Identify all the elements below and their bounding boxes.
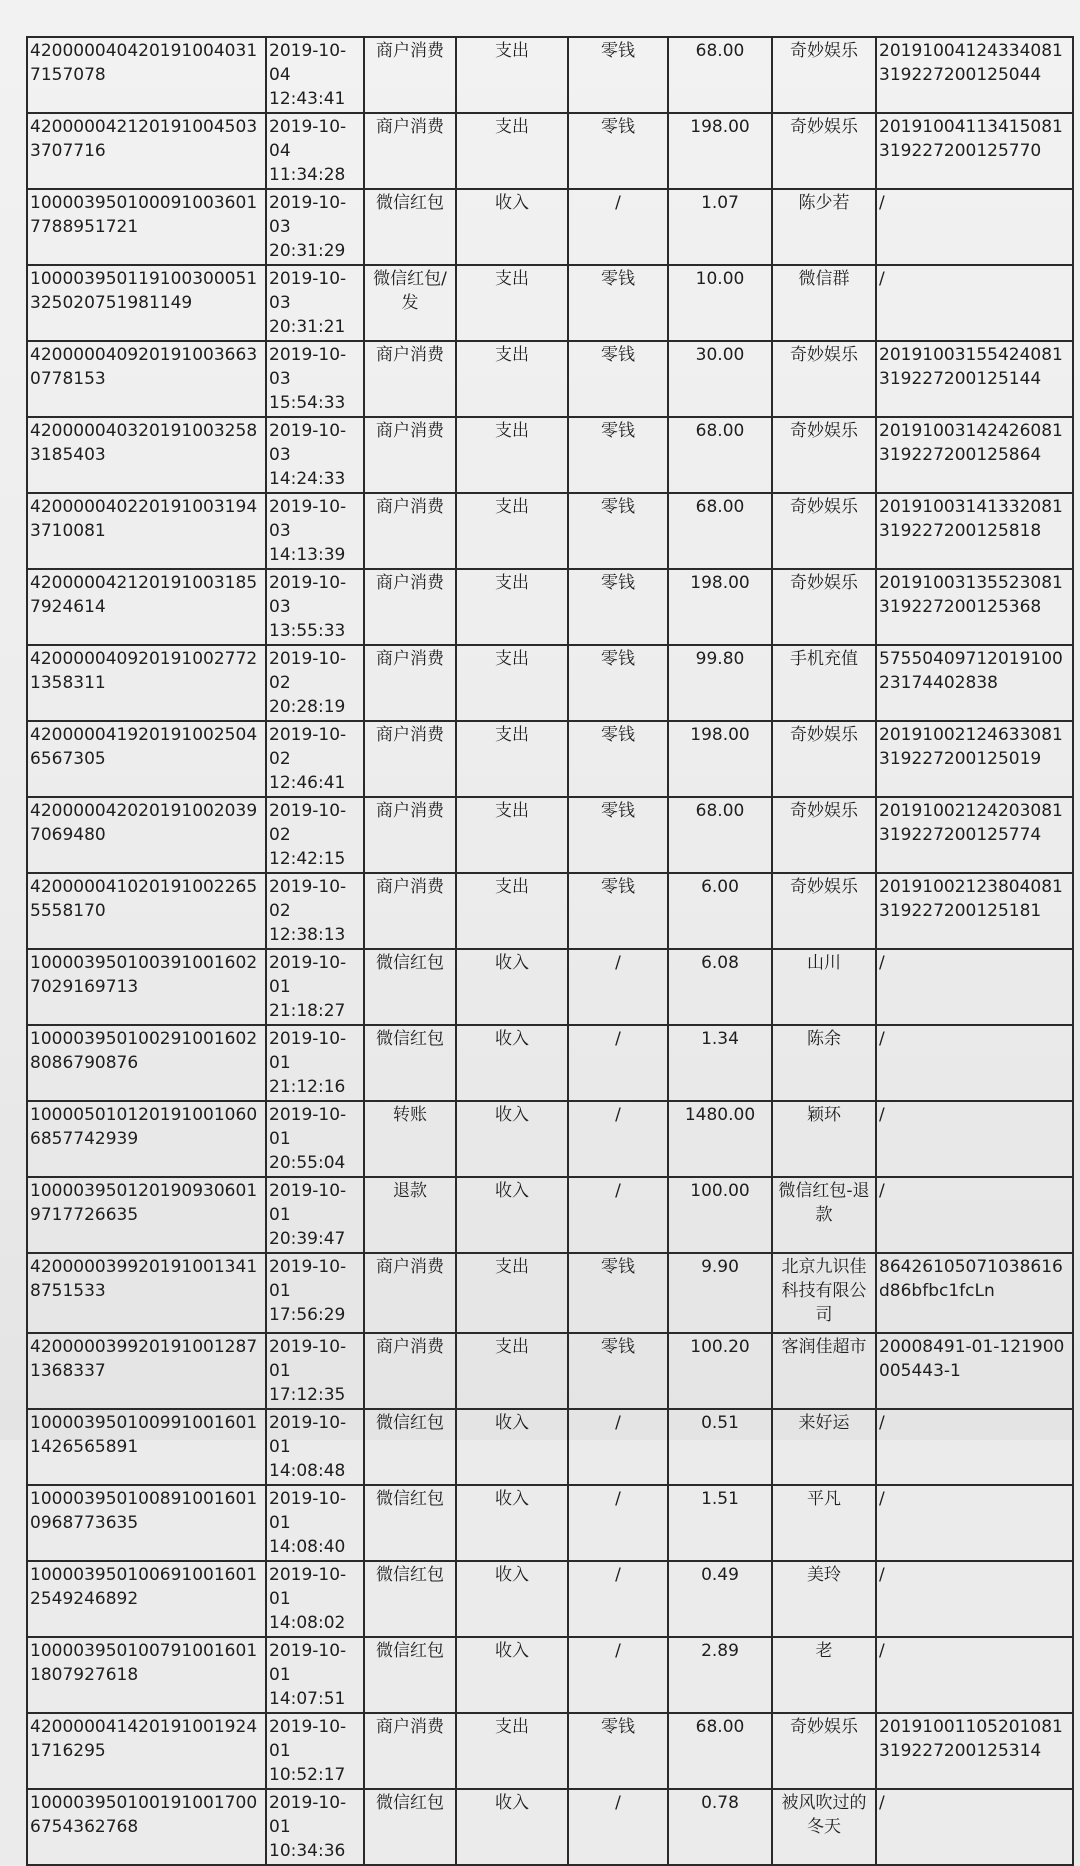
payment-method-cell: 零钱 [568, 721, 668, 797]
transaction-time-cell: 2019-10-01 21:12:16 [266, 1025, 364, 1101]
transaction-time-cell: 2019-10-03 14:13:39 [266, 493, 364, 569]
merchant-order-number-cell: 20191002124633081319227200125019 [876, 721, 1073, 797]
table-row [27, 1177, 1073, 1253]
counterparty-cell: 平凡 [772, 1485, 876, 1561]
merchant-order-number-cell: / [876, 1789, 1073, 1865]
table-row [27, 1409, 1073, 1485]
transaction-number-cell: 100003950119100300051325020751981149 [27, 265, 266, 341]
table-row [27, 1025, 1073, 1101]
transaction-number-cell: 1000039501007910016011807927618 [27, 1637, 266, 1713]
amount-cell: 0.51 [668, 1409, 772, 1485]
counterparty-cell: 微信红包-退款 [772, 1177, 876, 1253]
table-row [27, 1101, 1073, 1177]
transaction-type-cell: 微信红包 [364, 1561, 456, 1637]
income-expense-cell: 支出 [456, 645, 568, 721]
merchant-order-number-cell: / [876, 1561, 1073, 1637]
amount-cell: 10.00 [668, 265, 772, 341]
table-row [27, 1713, 1073, 1789]
transaction-type-cell: 微信红包 [364, 1025, 456, 1101]
merchant-order-number-cell: 20191003155424081319227200125144 [876, 341, 1073, 417]
transaction-number-cell: 1000050101201910010606857742939 [27, 1101, 266, 1177]
transaction-type-cell: 商户消费 [364, 873, 456, 949]
amount-cell: 0.49 [668, 1561, 772, 1637]
transaction-time-cell: 2019-10-03 20:31:29 [266, 189, 364, 265]
checkmark-icon [772, 578, 773, 604]
counterparty-cell: 奇妙娱乐 [772, 341, 876, 417]
payment-method-cell: 零钱 [568, 645, 668, 721]
amount-cell: 6.00 [668, 873, 772, 949]
amount-cell: 68.00 [668, 1713, 772, 1789]
transaction-time-cell: 2019-10-01 10:52:17 [266, 1713, 364, 1789]
merchant-order-number-cell: 20191003135523081319227200125368 [876, 569, 1073, 645]
table-row [27, 1561, 1073, 1637]
amount-cell: 1.34 [668, 1025, 772, 1101]
transaction-type-cell: 转账 [364, 1101, 456, 1177]
counterparty-cell: 奇妙娱乐 [772, 873, 876, 949]
amount-cell: 198.00 [668, 569, 772, 645]
merchant-order-number-cell: 20191003141332081319227200125818 [876, 493, 1073, 569]
transaction-time-cell: 2019-10-03 20:31:21 [266, 265, 364, 341]
table-row [27, 1485, 1073, 1561]
transaction-type-cell: 商户消费 [364, 721, 456, 797]
income-expense-cell: 收入 [456, 1025, 568, 1101]
payment-method-cell: 零钱 [568, 873, 668, 949]
transaction-number-cell: 4200000410201910022655558170 [27, 873, 266, 949]
payment-method-cell: / [568, 189, 668, 265]
table-row [27, 569, 1073, 645]
transaction-number-cell: 4200000421201910031857924614 [27, 569, 266, 645]
payment-method-cell: / [568, 1561, 668, 1637]
merchant-order-number-cell: / [876, 265, 1073, 341]
transaction-time-cell: 2019-10-01 21:18:27 [266, 949, 364, 1025]
income-expense-cell: 收入 [456, 1789, 568, 1865]
payment-method-cell: 零钱 [568, 1333, 668, 1409]
transaction-type-cell: 微信红包/发 [364, 265, 456, 341]
transaction-type-cell: 微信红包 [364, 1789, 456, 1865]
transaction-number-cell: 1000039501201909306019717726635 [27, 1177, 266, 1253]
merchant-order-number-cell: 5755040971201910023174402838 [876, 645, 1073, 721]
transaction-type-cell: 商户消费 [364, 37, 456, 113]
transaction-type-cell: 商户消费 [364, 417, 456, 493]
counterparty-cell: 陈余 [772, 1025, 876, 1101]
transaction-type-cell: 商户消费 [364, 797, 456, 873]
transaction-number-cell: 4200000404201910040317157078 [27, 37, 266, 113]
transaction-time-cell: 2019-10-04 12:43:41 [266, 37, 364, 113]
amount-cell: 6.08 [668, 949, 772, 1025]
income-expense-cell: 支出 [456, 37, 568, 113]
counterparty-cell: 奇妙娱乐 [772, 37, 876, 113]
transaction-type-cell: 微信红包 [364, 1637, 456, 1713]
amount-cell: 99.80 [668, 645, 772, 721]
table-row [27, 797, 1073, 873]
income-expense-cell: 支出 [456, 1333, 568, 1409]
transaction-type-cell: 商户消费 [364, 113, 456, 189]
transaction-number-cell: 4200000420201910020397069480 [27, 797, 266, 873]
income-expense-cell: 支出 [456, 341, 568, 417]
table-row [27, 493, 1073, 569]
payment-method-cell: / [568, 949, 668, 1025]
income-expense-cell: 收入 [456, 1409, 568, 1485]
income-expense-cell: 支出 [456, 417, 568, 493]
payment-method-cell: / [568, 1409, 668, 1485]
transaction-time-cell: 2019-10-02 20:28:19 [266, 645, 364, 721]
counterparty-cell: 老 [772, 1637, 876, 1713]
table-row [27, 873, 1073, 949]
transaction-time-cell: 2019-10-04 11:34:28 [266, 113, 364, 189]
payment-method-cell: 零钱 [568, 113, 668, 189]
amount-cell: 198.00 [668, 721, 772, 797]
merchant-order-number-cell: / [876, 1485, 1073, 1561]
income-expense-cell: 收入 [456, 1177, 568, 1253]
income-expense-cell: 收入 [456, 1101, 568, 1177]
counterparty-cell: 北京九识佳科技有限公司 [772, 1253, 876, 1333]
transaction-type-cell: 商户消费 [364, 341, 456, 417]
transaction-number-cell: 4200000399201910012871368337 [27, 1333, 266, 1409]
transaction-time-cell: 2019-10-03 14:24:33 [266, 417, 364, 493]
counterparty-cell: 山川 [772, 949, 876, 1025]
payment-method-cell: / [568, 1485, 668, 1561]
payment-method-cell: 零钱 [568, 37, 668, 113]
table-row [27, 113, 1073, 189]
table-row [27, 189, 1073, 265]
income-expense-cell: 支出 [456, 1713, 568, 1789]
table-row [27, 1333, 1073, 1409]
amount-cell: 68.00 [668, 493, 772, 569]
amount-cell: 9.90 [668, 1253, 772, 1333]
amount-cell: 1.51 [668, 1485, 772, 1561]
transaction-number-cell: 4200000403201910032583185403 [27, 417, 266, 493]
transaction-time-cell: 2019-10-02 12:38:13 [266, 873, 364, 949]
checkmark-icon [772, 502, 773, 528]
payment-method-cell: 零钱 [568, 265, 668, 341]
transaction-number-cell: 4200000414201910019241716295 [27, 1713, 266, 1789]
table-row [27, 265, 1073, 341]
counterparty-cell: 奇妙娱乐 [772, 569, 876, 645]
transaction-type-cell: 微信红包 [364, 1409, 456, 1485]
transaction-type-cell: 商户消费 [364, 1253, 456, 1333]
income-expense-cell: 支出 [456, 721, 568, 797]
income-expense-cell: 支出 [456, 1253, 568, 1333]
merchant-order-number-cell: 20191003142426081319227200125864 [876, 417, 1073, 493]
checkmark-icon [772, 426, 773, 452]
transaction-number-cell: 4200000399201910013418751533 [27, 1253, 266, 1333]
merchant-order-number-cell: / [876, 1025, 1073, 1101]
counterparty-cell: 美玲 [772, 1561, 876, 1637]
counterparty-cell: 奇妙娱乐 [772, 417, 876, 493]
counterparty-cell: 手机充值 [772, 645, 876, 721]
transaction-number-cell: 1000039501002910016028086790876 [27, 1025, 266, 1101]
amount-cell: 1480.00 [668, 1101, 772, 1177]
checkmark-icon [772, 730, 773, 756]
amount-cell: 30.00 [668, 341, 772, 417]
transaction-time-cell: 2019-10-01 17:56:29 [266, 1253, 364, 1333]
transaction-number-cell: 4200000409201910036630778153 [27, 341, 266, 417]
merchant-order-number-cell: 20008491-01-121900005443-1 [876, 1333, 1073, 1409]
transaction-time-cell: 2019-10-01 14:08:02 [266, 1561, 364, 1637]
checkmark-icon [772, 350, 773, 376]
transaction-type-cell: 商户消费 [364, 645, 456, 721]
transaction-type-cell: 退款 [364, 1177, 456, 1253]
counterparty-cell: 奇妙娱乐 [772, 1713, 876, 1789]
counterparty-cell: 奇妙娱乐 [772, 113, 876, 189]
table-row [27, 1253, 1073, 1333]
amount-cell: 1.07 [668, 189, 772, 265]
income-expense-cell: 收入 [456, 1485, 568, 1561]
counterparty-cell: 微信群 [772, 265, 876, 341]
transaction-time-cell: 2019-10-01 10:34:36 [266, 1789, 364, 1865]
amount-cell: 198.00 [668, 113, 772, 189]
payment-method-cell: / [568, 1101, 668, 1177]
transaction-time-cell: 2019-10-01 14:07:51 [266, 1637, 364, 1713]
payment-method-cell: 零钱 [568, 1713, 668, 1789]
income-expense-cell: 支出 [456, 569, 568, 645]
table-row [27, 949, 1073, 1025]
checkmark-icon [772, 46, 773, 72]
transaction-time-cell: 2019-10-01 20:39:47 [266, 1177, 364, 1253]
transaction-table-body [27, 37, 1073, 1865]
merchant-order-number-cell: 20191004124334081319227200125044 [876, 37, 1073, 113]
transaction-time-cell: 2019-10-01 14:08:48 [266, 1409, 364, 1485]
income-expense-cell: 支出 [456, 265, 568, 341]
transaction-time-cell: 2019-10-03 13:55:33 [266, 569, 364, 645]
payment-method-cell: / [568, 1177, 668, 1253]
checkmark-icon [772, 654, 773, 680]
checkmark-icon [772, 1262, 773, 1288]
counterparty-cell: 陈少若 [772, 189, 876, 265]
merchant-order-number-cell: / [876, 1101, 1073, 1177]
checkmark-icon [772, 806, 773, 832]
merchant-order-number-cell: 20191002124203081319227200125774 [876, 797, 1073, 873]
counterparty-cell: 奇妙娱乐 [772, 721, 876, 797]
payment-method-cell: / [568, 1637, 668, 1713]
transaction-time-cell: 2019-10-01 20:55:04 [266, 1101, 364, 1177]
transaction-number-cell: 1000039501001910017006754362768 [27, 1789, 266, 1865]
transaction-number-cell: 4200000419201910025046567305 [27, 721, 266, 797]
merchant-order-number-cell: 20191002123804081319227200125181 [876, 873, 1073, 949]
transaction-number-cell: 1000039501000910036017788951721 [27, 189, 266, 265]
table-row [27, 341, 1073, 417]
merchant-order-number-cell: / [876, 949, 1073, 1025]
payment-method-cell: 零钱 [568, 341, 668, 417]
merchant-order-number-cell: / [876, 1409, 1073, 1485]
transaction-number-cell: 4200000402201910031943710081 [27, 493, 266, 569]
income-expense-cell: 支出 [456, 493, 568, 569]
transaction-type-cell: 商户消费 [364, 493, 456, 569]
transaction-type-cell: 微信红包 [364, 189, 456, 265]
amount-cell: 0.78 [668, 1789, 772, 1865]
counterparty-cell: 颖环 [772, 1101, 876, 1177]
payment-method-cell: 零钱 [568, 1253, 668, 1333]
payment-method-cell: 零钱 [568, 797, 668, 873]
table-row [27, 721, 1073, 797]
transaction-number-cell: 4200000421201910045033707716 [27, 113, 266, 189]
counterparty-cell: 奇妙娱乐 [772, 493, 876, 569]
payment-method-cell: 零钱 [568, 493, 668, 569]
transaction-number-cell: 1000039501008910016010968773635 [27, 1485, 266, 1561]
amount-cell: 2.89 [668, 1637, 772, 1713]
income-expense-cell: 支出 [456, 873, 568, 949]
income-expense-cell: 支出 [456, 797, 568, 873]
transaction-type-cell: 商户消费 [364, 1713, 456, 1789]
transaction-number-cell: 4200000409201910027721358311 [27, 645, 266, 721]
amount-cell: 68.00 [668, 417, 772, 493]
income-expense-cell: 收入 [456, 1561, 568, 1637]
income-expense-cell: 支出 [456, 113, 568, 189]
counterparty-cell: 被风吹过的冬天 [772, 1789, 876, 1865]
income-expense-cell: 收入 [456, 1637, 568, 1713]
table-row [27, 645, 1073, 721]
transaction-time-cell: 2019-10-02 12:42:15 [266, 797, 364, 873]
transaction-type-cell: 商户消费 [364, 1333, 456, 1409]
merchant-order-number-cell: 20191004113415081319227200125770 [876, 113, 1073, 189]
payment-method-cell: / [568, 1025, 668, 1101]
transaction-number-cell: 1000039501006910016012549246892 [27, 1561, 266, 1637]
amount-cell: 100.20 [668, 1333, 772, 1409]
transaction-time-cell: 2019-10-02 12:46:41 [266, 721, 364, 797]
transaction-time-cell: 2019-10-01 14:08:40 [266, 1485, 364, 1561]
transaction-time-cell: 2019-10-03 15:54:33 [266, 341, 364, 417]
merchant-order-number-cell: / [876, 189, 1073, 265]
merchant-order-number-cell: / [876, 1637, 1073, 1713]
counterparty-cell: 来好运 [772, 1409, 876, 1485]
amount-cell: 68.00 [668, 797, 772, 873]
checkmark-icon [772, 882, 773, 908]
payment-method-cell: 零钱 [568, 569, 668, 645]
counterparty-cell: 奇妙娱乐 [772, 797, 876, 873]
counterparty-cell: 客润佳超市 [772, 1333, 876, 1409]
table-row [27, 417, 1073, 493]
merchant-order-number-cell: 20191001105201081319227200125314 [876, 1713, 1073, 1789]
transaction-type-cell: 商户消费 [364, 569, 456, 645]
amount-cell: 100.00 [668, 1177, 772, 1253]
checkmark-icon [772, 122, 773, 148]
income-expense-cell: 收入 [456, 189, 568, 265]
checkmark-icon [772, 1722, 773, 1748]
transaction-type-cell: 微信红包 [364, 949, 456, 1025]
transaction-table [26, 36, 1074, 1866]
transaction-number-cell: 1000039501009910016011426565891 [27, 1409, 266, 1485]
payment-method-cell: / [568, 1789, 668, 1865]
merchant-order-number-cell: 86426105071038616d86bfbc1fcLn [876, 1253, 1073, 1333]
income-expense-cell: 收入 [456, 949, 568, 1025]
table-row [27, 1789, 1073, 1865]
transaction-time-cell: 2019-10-01 17:12:35 [266, 1333, 364, 1409]
transaction-type-cell: 微信红包 [364, 1485, 456, 1561]
transaction-number-cell: 1000039501003910016027029169713 [27, 949, 266, 1025]
table-row [27, 1637, 1073, 1713]
amount-cell: 68.00 [668, 37, 772, 113]
merchant-order-number-cell: / [876, 1177, 1073, 1253]
table-row [27, 37, 1073, 113]
payment-method-cell: 零钱 [568, 417, 668, 493]
